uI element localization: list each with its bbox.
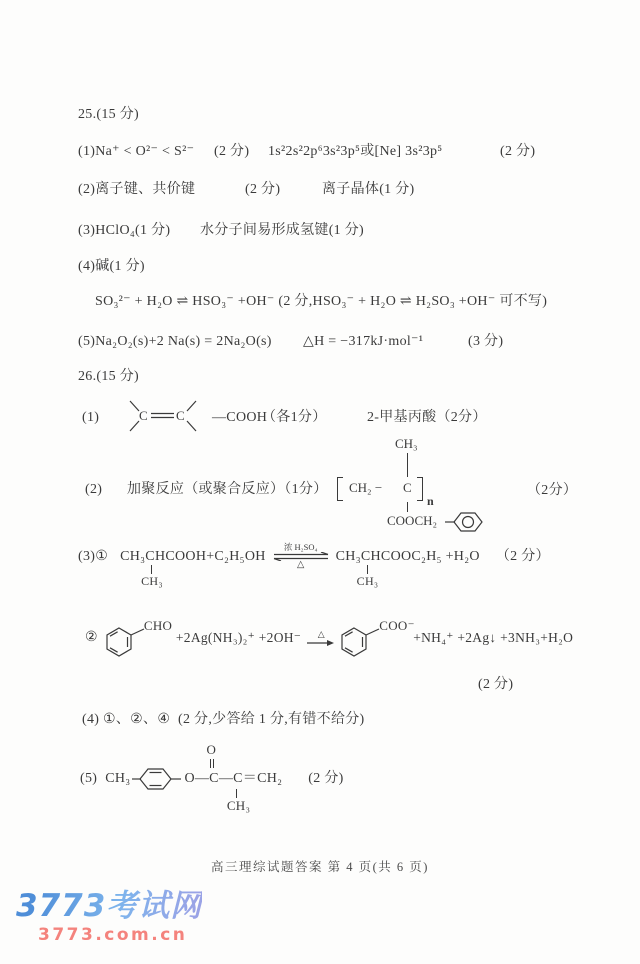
carbonyl-oxygen: O	[206, 742, 217, 757]
item-number: ②	[85, 630, 98, 645]
reaction-arrow	[307, 630, 335, 647]
double-bond	[210, 759, 214, 768]
q25-header: 25.(15 分)	[78, 107, 140, 122]
q26-2-answer: 加聚反应（或聚合反应）（1分）	[127, 482, 328, 497]
q26-5-structure	[80, 744, 344, 814]
bond-line	[407, 453, 408, 477]
q26-3b-score: (2 分)	[478, 677, 514, 692]
q25-5-thermochem-equation: (5)Na₂O₂(s)+2 Na(s) = 2Na₂O(s)	[78, 334, 272, 349]
bond-line	[407, 502, 408, 512]
reactant-text: CH₃CHCOOH+C₂H₅OH	[120, 549, 266, 564]
benzene-ring	[106, 624, 148, 658]
q25-2-score: (2 分)	[245, 182, 281, 197]
q26-1-name: 2-甲基丙酸（2分）	[367, 410, 487, 425]
right-arrow-icon	[307, 639, 335, 647]
reagents-text: +2Ag(NH₃)₂⁺ +2OH⁻	[175, 630, 302, 645]
benzene-ring	[132, 766, 182, 792]
q26-3a-score: （2 分）	[495, 549, 550, 564]
methyl-group: CH₃	[105, 771, 131, 786]
watermark-logo: 3773考试网	[16, 888, 203, 924]
carbon-atom: C	[176, 408, 185, 423]
q25-3-answer: (3)HClO₄(1 分)	[78, 223, 171, 238]
benzaldehyde-structure	[106, 617, 172, 659]
q25-1-electron-config: 1s²2s²2p⁶3s²3p⁵或[Ne] 3s²3p⁵	[268, 144, 443, 159]
q25-1-answer: (1)Na⁺ < O²⁻ < S²⁻	[78, 144, 195, 159]
q26-3a-equation	[78, 542, 550, 592]
q25-5-score: (3 分)	[468, 334, 504, 349]
reactant-formula	[120, 548, 266, 588]
arrow-condition-bottom: △	[297, 559, 305, 570]
q26-2-number: (2)	[85, 482, 103, 497]
methyl-substituent: CH₃	[141, 574, 163, 588]
bond-line	[367, 565, 368, 574]
watermark-url: 3773.com.cn	[38, 925, 188, 945]
q26-4-answer: (4) ①、②、④	[82, 712, 171, 727]
q26-3b-equation	[85, 612, 573, 664]
q26-1-cooh-group: —COOH	[212, 410, 268, 425]
q25-3-answer2: 水分子间易形成氢键(1 分)	[200, 223, 365, 238]
arrow-condition-top: 浓 H₂SO₄	[283, 542, 318, 552]
watermark	[16, 889, 202, 945]
ch2-unit: CH₂ −	[349, 480, 383, 495]
methyl-substituent: CH₃	[356, 574, 379, 588]
arrow-condition-top: △	[317, 628, 325, 639]
q26-4-score: (2 分,少答给 1 分,有错不给分)	[178, 712, 365, 727]
polymer-bracket-left	[337, 477, 343, 501]
carbon-atom: C	[403, 480, 412, 495]
q25-4-hydrolysis-equation: SO₃²⁻ + H₂O ⇌ HSO₃⁻ +OH⁻ (2 分,HSO₃⁻ + H₂O ⇌ H₂SO₃ +OH⁻ 可不写)	[95, 294, 548, 309]
carbonyl-segment	[184, 742, 219, 788]
q25-2-answer: (2)离子键、共价键	[78, 182, 196, 197]
product-formula	[335, 548, 480, 588]
equilibrium-arrow	[273, 543, 329, 570]
chain-text: O—C	[184, 771, 219, 786]
benzene-ring	[445, 512, 493, 532]
q26-1-number: (1)	[82, 410, 100, 425]
bond-line	[236, 789, 237, 798]
cho-group: CHO	[143, 618, 173, 633]
page-footer: 高三理综试题答案 第 4 页(共 6 页)	[211, 860, 429, 874]
q25-4-answer: (4)碱(1 分)	[78, 259, 145, 274]
methyl-substituent: CH₃	[226, 798, 251, 813]
product-text: CH₃CHCOOC₂H₅ +H₂O	[335, 549, 480, 564]
q26-1-score: （各1分）	[262, 410, 327, 425]
ester-group: COOCH₂	[387, 513, 438, 528]
polymer-bracket-right	[417, 477, 423, 501]
polymer-structure	[333, 436, 513, 534]
bond-line	[151, 565, 152, 574]
benzoate-structure	[341, 617, 413, 659]
methyl-group: CH₃	[395, 436, 418, 451]
vinyl-segment	[218, 770, 283, 813]
carbon-atom: C	[139, 408, 148, 423]
item-number: (5)	[80, 771, 98, 786]
cc-double-bond-structure	[128, 392, 206, 440]
q26-5-score: (2 分)	[308, 771, 344, 786]
q25-1-score1: (2 分)	[214, 144, 250, 159]
q25-5-enthalpy: △H = −317kJ·mol⁻¹	[303, 334, 424, 349]
coo-group: COO⁻	[379, 618, 415, 633]
q26-header: 26.(15 分)	[78, 369, 140, 384]
benzene-ring	[341, 624, 383, 658]
products-text: +NH₄⁺ +2Ag↓ +3NH₃+H₂O	[413, 630, 574, 645]
q25-1-score2: (2 分)	[500, 144, 536, 159]
item-number: (3)①	[78, 549, 109, 564]
q26-2-score: （2分）	[527, 483, 578, 498]
chain-text: —C＝CH₂	[218, 771, 283, 786]
polymer-n: n	[427, 494, 434, 508]
q25-2-answer2: 离子晶体(1 分)	[322, 182, 415, 197]
